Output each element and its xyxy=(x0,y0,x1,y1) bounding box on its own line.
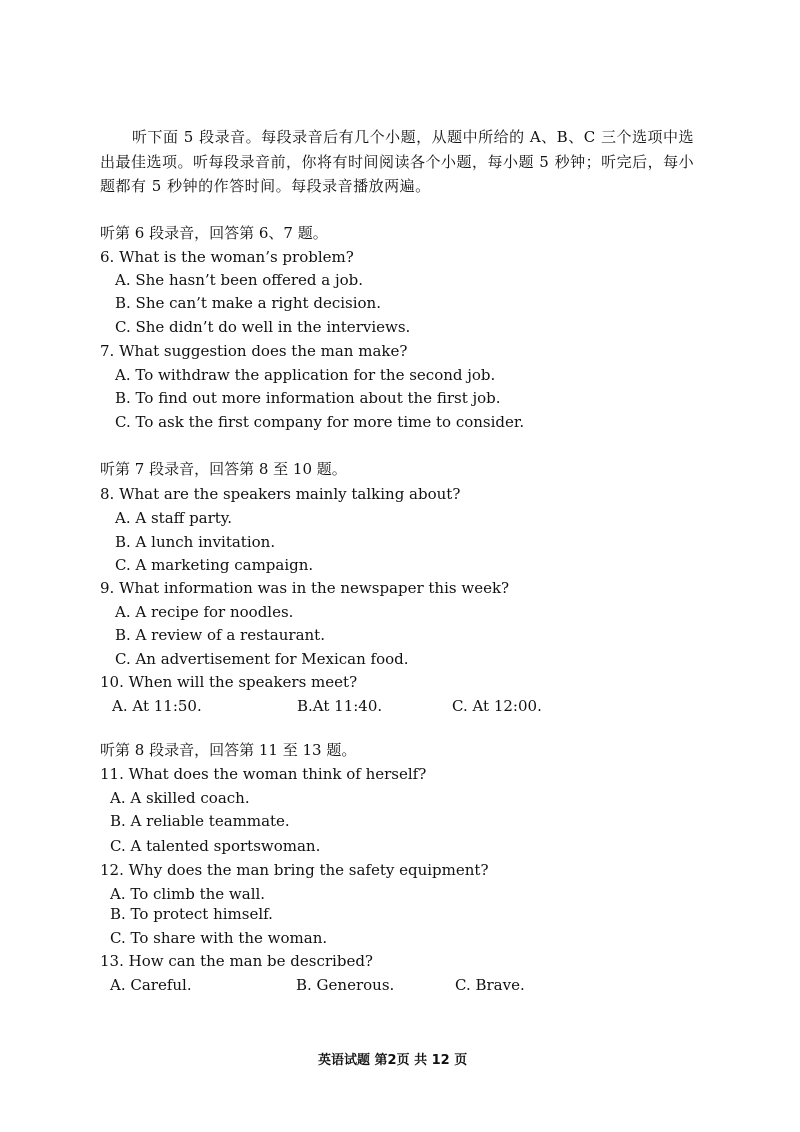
intro-line-2: 出最佳选项。听每段录音前，你将有时间阅读各个小题，每小题 5 秒钟；听完后，每小 xyxy=(100,153,695,171)
question-13-option-c: C. Brave. xyxy=(455,976,525,994)
section-6-header: 听第 6 段录音，回答第 6、7 题。 xyxy=(100,224,328,242)
page-footer: 英语试题 第2页 共 12 页 xyxy=(318,1053,468,1068)
question-9-option-a: A. A recipe for noodles. xyxy=(115,603,294,621)
question-6: 6. What is the woman’s problem? xyxy=(100,248,354,266)
question-12: 12. Why does the man bring the safety equipment? xyxy=(100,861,489,879)
question-7-option-a: A. To withdraw the application for the second job. xyxy=(115,366,496,384)
question-9: 9. What information was in the newspaper this week? xyxy=(100,579,510,597)
question-7-option-c: C. To ask the first company for more time to consider. xyxy=(115,413,525,431)
intro-line-3: 题都有 5 秒钟的作答时间。每段录音播放两遍。 xyxy=(100,177,431,195)
question-12-option-b: B. To protect himself. xyxy=(110,905,273,923)
question-9-option-c: C. An advertisement for Mexican food. xyxy=(115,650,409,668)
question-12-option-a: A. To climb the wall. xyxy=(110,885,266,903)
question-6-option-a: A. She hasn’t been offered a job. xyxy=(115,271,364,289)
question-13-option-b: B. Generous. xyxy=(296,976,395,994)
question-8: 8. What are the speakers mainly talking about? xyxy=(100,485,461,503)
question-10-option-a: A. At 11:50. xyxy=(112,697,202,715)
question-7-option-b: B. To find out more information about the first job. xyxy=(115,389,501,407)
question-13: 13. How can the man be described? xyxy=(100,952,373,970)
question-9-option-b: B. A review of a restaurant. xyxy=(115,626,325,644)
section-8-header: 听第 8 段录音，回答第 11 至 13 题。 xyxy=(100,741,357,759)
question-8-option-a: A. A staff party. xyxy=(115,509,233,527)
question-11: 11. What does the woman think of herself? xyxy=(100,765,427,783)
intro-line-1: 听下面 5 段录音。每段录音后有几个小题，从题中所给的 A、B、C 三个选项中选 xyxy=(132,128,694,146)
question-10: 10. When will the speakers meet? xyxy=(100,673,358,691)
section-7-header: 听第 7 段录音，回答第 8 至 10 题。 xyxy=(100,460,347,478)
question-13-option-a: A. Careful. xyxy=(110,976,192,994)
question-7: 7. What suggestion does the man make? xyxy=(100,342,408,360)
question-11-option-b: B. A reliable teammate. xyxy=(110,812,290,830)
question-11-option-a: A. A skilled coach. xyxy=(110,789,250,807)
question-11-option-c: C. A talented sportswoman. xyxy=(110,837,321,855)
question-6-option-c: C. She didn’t do well in the interviews. xyxy=(115,318,411,336)
question-6-option-b: B. She can’t make a right decision. xyxy=(115,294,381,312)
question-8-option-b: B. A lunch invitation. xyxy=(115,533,276,551)
question-12-option-c: C. To share with the woman. xyxy=(110,929,328,947)
question-10-option-c: C. At 12:00. xyxy=(452,697,542,715)
question-8-option-c: C. A marketing campaign. xyxy=(115,556,314,574)
question-10-option-b: B.At 11:40. xyxy=(297,697,383,715)
